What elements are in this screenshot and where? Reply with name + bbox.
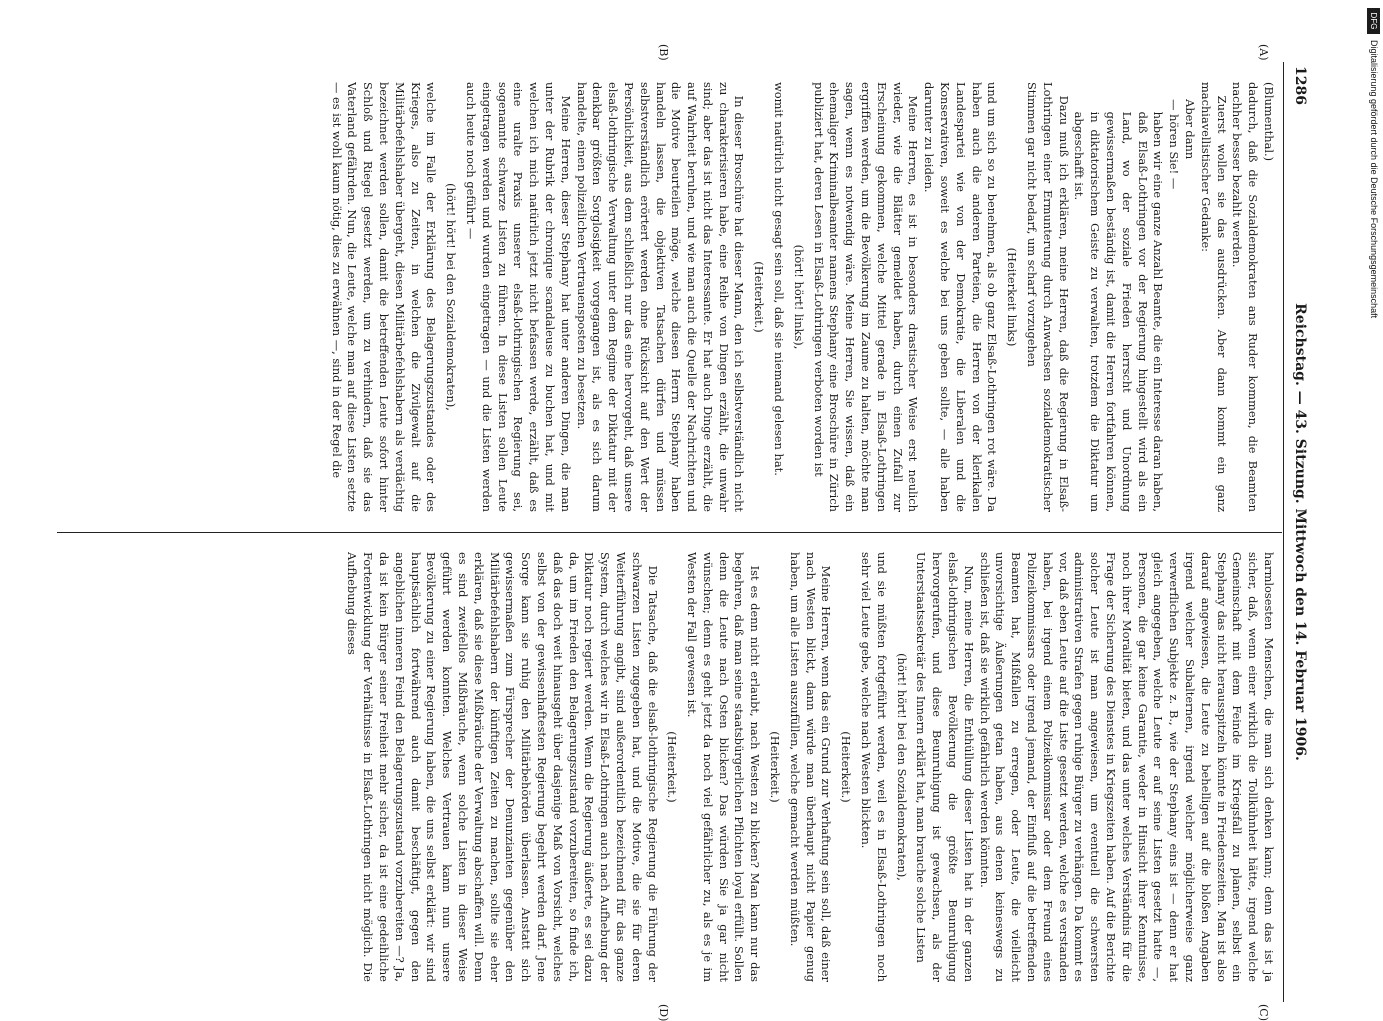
- digitization-note: Digitalisierung gefördert durch die Deutsche Forschungsgemeinschaft: [1369, 40, 1379, 319]
- paragraph: (hört! hört! bei den Sozialdemokraten),: [894, 653, 909, 881]
- paragraph: Nun, meine Herren, die Enthüllung dieser Listen hat in der ganzen elsaß-lothringischen Bevölkerung die größte Beunruhigung hervorgerufen, und diese Beunruhigung ist gewachsen, als der Unterstaatssekretär des Innern erklärt hat, man brauche solche Listen: [914, 552, 976, 982]
- paragraph: dadurch, daß die Sozialdemokraten ans Ruder kommen, die Beamten nachher besser bezahlt werden.: [1230, 82, 1261, 512]
- paragraph: (Heiterkeit.): [752, 261, 767, 333]
- margin-marker-d: (D): [657, 1004, 670, 1021]
- paragraph: haben wir eine ganze Anzahl Beamte, die ein Interesse daran haben, daß Elsaß-Lothringen vor der Regierung hingestellt wird als ein Land, wo der soziale Frieden herrscht und Unordnung gewissermaßen beständig ist, damit die Herren fortfahren können, in diktatorischem Geiste zu verwalten, trotzdem die Diktatur um abgeschafft ist.: [1072, 111, 1166, 512]
- paragraph: und um sich so zu benehmen, als ob ganz Elsaß-Lothringen rot wäre. Da haben auch die anderen Parteien, die Herren von der klerikalen Landespartei wie von der Demokratie, die Liberalen und die Konservativen, soweit es welche bei uns geben sollte, — alle haben darunter zu leiden.: [922, 82, 1000, 512]
- margin-marker-c: (C): [1257, 1004, 1270, 1021]
- page-number: 1286: [1292, 66, 1308, 105]
- margin-marker-a: (A): [1257, 44, 1270, 61]
- right-column: [61, 552, 1276, 982]
- paragraph: (hört! hört! bei den Sozialdemokraten),: [444, 183, 459, 411]
- dfg-logo-text: DFG: [1369, 12, 1378, 30]
- margin-marker-b: (B): [657, 44, 670, 61]
- paragraph: (Blumenthal.): [1262, 82, 1276, 162]
- paragraph: (Heiterkeit.): [768, 731, 783, 803]
- column-divider: [57, 532, 1282, 533]
- paragraph: Zuerst wollen sie das ausdrücken. Aber dann kommt ein ganz machiavellistischer Gedanke:: [1198, 82, 1229, 512]
- paragraph: Meine Herren, es ist in besonders drastischer Weise erst neulich wieder, wie die Blätter gemeldet haben, durch einen Zufall zur Erscheinung gekommen, welche Mittel gerade in Elsaß-Lothringen ergriffen werden, um die Bevölkerung im Zaume zu halten, möchte man sagen, wenn es notwendig wäre. Meine Herren, Sie wissen, daß ein ehemaliger Kriminalbeamter namens Stephany eine Broschüre in Zürich publiziert hat, deren Lesen in Elsaß-Lothringen verboten worden ist: [811, 82, 921, 512]
- paragraph: (Heiterkeit.): [665, 731, 680, 803]
- paragraph: Dazu muß ich erklären, meine Herren, daß die Regierung in Elsaß-Lothringen einer Ermunterung durch Anwachsen sozialdemokratischer Stimmen gar nicht bedarf, um scharf vorzugehen: [1025, 82, 1071, 512]
- paragraph: Meine Herren, dieser Stephany hat unter anderen Dingen, die man unter der Rubrik der chronique scandaleuse zu buchen hat, und mit welchen ich mich natürlich jetzt nicht befassen werde, erzählt, daß es eine uralte Praxis unserer elsaß-lothringischen Regierung sei, sogenannte schwarze Listen zu führen. In diese Listen sollen Leute eingetragen werden und wurden eingetragen — und die Listen werden auch heute noch geführt —: [463, 82, 573, 512]
- paragraph: Die Tatsache, daß die elsaß-lothringische Regierung die Führung der schwarzen Listen zugegeben hat, und die Motive, die sie für deren Weiterführung angibt, sind außerordentlich bezeichnend für das ganze System, durch welches wir in Elsaß-Lothringen auch nach Aufhebung der Diktatur noch regiert werden. Wenn die Regierung äußerte, es sei dazu da, um im Frieden den Belagerungszustand vorzubereiten, so finde ich, daß das doch weit hinausgeht über dasjenige Maß von Vorsicht, welches selbst von der gewissenhaftesten Regierung begehrt werden darf. Jene Sorge kann sie ruhig den Militärbehörden überlassen. Anstatt sich gewissermaßen zum Fürsprecher der Denunzianten gegenüber den Militärbefehlshabern der künftigen Zeiten zu machen, sollte sie eher erklären, daß sie diese Mißbräuche der Verwaltung abschaffen will. Denn es sind zweifellos Mißbräuche, wenn solche Listen in dieser Weise geführt werden konnten. Welches Vertrauen kann nun unsere Bevölkerung zu einer Regierung haben, die uns selbst erklärt: wir sind hauptsächlich fortwährend auch damit beschäftigt, gegen den angeblichen inneren Feind den Belagerungszustand vorzubereiten —? Ja, da ist kein Bürger seiner Freiheit mehr sicher, da ist eine gedeihliche Fortentwicklung der Verhältnisse in Elsaß-Lothringen nicht möglich. Die Aufhebung dieses: [345, 552, 660, 982]
- running-head: Reichstag. — 43. Sitzung. Mittwoch den 14. Februar 1906.: [1292, 303, 1308, 761]
- paragraph: — hören Sie! —: [1167, 99, 1182, 190]
- paragraph: In dieser Broschüre hat dieser Mann, den ich selbstverständlich nicht zu charakterisieren habe, eine Reihe von Dingen erzählt, die unwahr sind; aber das ist nicht das Interessante. Er hat auch Dinge erzählt, die auf Wahrheit beruhen, und wie man auch die Quelle der Nachrichten und die Motive beurteilen möge, welche diesen Herrn Stephany haben handeln lassen, die objektiven Tatsachen dürfen und müssen selbstverständlich erörtert werden ohne Rücksicht auf den Wert der Persönlichkeit, aus dem schließlich nur das eine hervorgeht, daß unsere elsaß-lothringische Verwaltung unter dem Regime der Diktatur mit der denkbar größten Sorglosigkeit vorgegangen ist, als es sich darum handelte, einen polizeilichen Vertrauensposten zu besetzen.: [574, 82, 747, 512]
- left-column: [61, 82, 1276, 512]
- paragraph: (Heiterkeit.): [839, 731, 854, 803]
- paragraph: Meine Herren, wenn das ein Grund zur Verhaftung sein soll, daß einer nach Westen blickt, dann würde man überhaupt nicht Papier genug haben, um alle Listen auszufüllen, welche gemacht werden müßten.: [787, 552, 834, 982]
- paragraph: (Heiterkeit links): [1005, 247, 1020, 347]
- page-header: [1284, 62, 1310, 1002]
- rotated-page: [55, 44, 1310, 1021]
- paragraph: harmlosesten Menschen, die man sich denken kann; denn das ist ja sicher, daß, wenn einer wirklich die Tollkühnheit hätte, irgend welche Gemeinschaft mit dem Feinde im Kriegsfall zu planen, selbst ein Stephany das nicht herausspitzeln könnte in Friedenszeiten. Man ist also darauf angewiesen, die Leute zu behelligen auf die bloßen Angaben irgend welcher Subalternen, irgend welcher möglicherweise ganz verwerflichen Subjekte z. B., wie der Stephany eins ist — denn er hat gleich angegeben, welche Leute er auf seine Listen gesetzt hatte —, Personen, die gar keine Garantie, weder in Hinsicht ihrer Kenntnisse, noch ihrer Moralität bieten, und das unter welches Verständnis für die Frage der Sicherung des Dienstes in Kriegszeiten haben. Auf die Berichte solcher Leute ist man angewiesen, um eventuell die schwersten administrativen Strafen gegen ruhige Bürger zu verhängen. Da kommt es vor, daß eben Leute auf die Liste gesetzt werden, welche es verstanden haben, bei irgend einem Polizeikommissar oder dem Freund eines Polizeikommissars oder irgend jemand, der Einfluß auf die betreffenden Beamten hat, Mißfallen zu erregen, oder Leute, die vielleicht unvorsichtige Äußerungen getan haben, aus denen keineswegs zu schließen ist, daß sie wirklich gefährlich werden könnten.: [977, 552, 1276, 982]
- dfg-logo: [1367, 8, 1380, 34]
- paragraph: welche im Falle der Erklärung des Belagerungszustandes oder des Krieges, also zu Zeiten, in welchen die Zivilgewalt auf die Militärbefehlshaber übergeht, diesen Militärbefehlshabern als verdächtig bezeichnet werden sollen, damit die betreffenden Leute sofort hinter Schloß und Riegel gesetzt werden, um zu verhindern, daß sie das Vaterland gefährden. Nun, die Leute, welche man auf diese Listen setzte — es ist wohl kaum nötig, dies zu erwähnen —, sind in der Regel die: [329, 82, 439, 512]
- paragraph: (hört! hört! links),: [791, 244, 806, 350]
- paragraph: Aber dann: [1183, 99, 1198, 160]
- paragraph: womit natürlich nicht gesagt sein soll, daß sie niemand gelesen hat.: [772, 82, 787, 476]
- header-rule: [1283, 62, 1284, 1002]
- paragraph: Ist es denn nicht erlaubt, nach Westen zu blicken? Man kann nur das begehren, daß man seine staatsbürgerlichen Pflichten loyal erfüllt. Sollen denn die Leute nach Osten blicken? Das würden Sie ja gar nicht wünschen; denn es geht jetzt da noch viel gefährlicher zu, als es je im Westen der Fall gewesen ist.: [685, 552, 763, 982]
- paragraph: und sie müßten fortgeführt werden, weil es in Elsaß-Lothringen noch sehr viel Leute gebe, welche nach Westen blickten.: [859, 552, 889, 982]
